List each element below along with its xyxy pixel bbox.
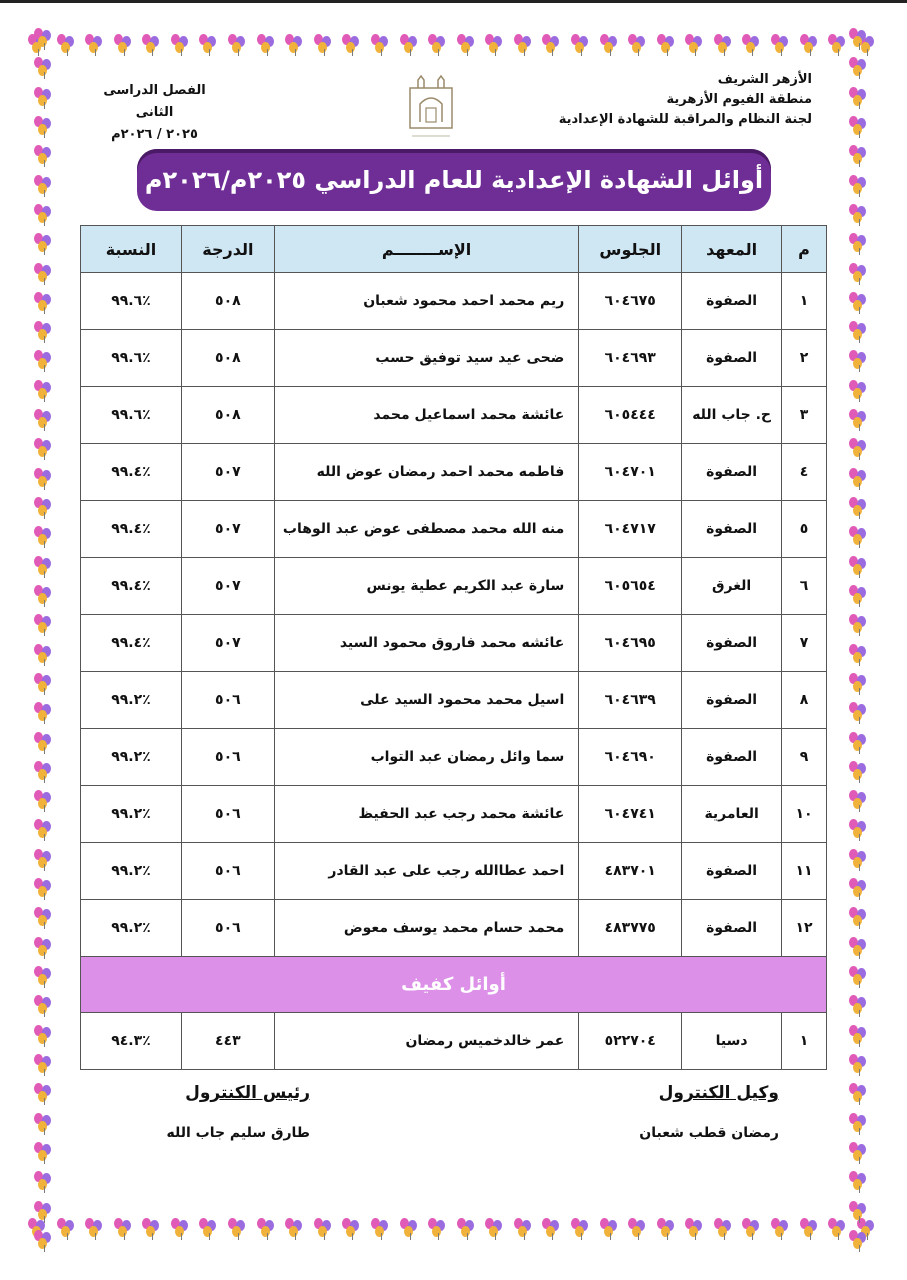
balloon-icon [849,673,871,695]
row-name: سارة عبد الكريم عطية يونس [274,558,578,615]
balloon-icon [34,526,56,548]
table-row [81,615,827,672]
balloon-icon [34,438,56,460]
row-name: اسيل محمد محمود السيد على [274,672,578,729]
row-institute: الصفوة [682,729,782,786]
row-score: ٥٠٧ [181,558,274,615]
row-percent: ٪٩٩.٢ [81,900,182,957]
row-seat: ٦٠٤٦٩٠ [579,729,682,786]
balloon-icon [849,175,871,197]
balloon-icon [457,1218,479,1240]
row-name: محمد حسام محمد يوسف معوض [274,900,578,957]
balloon-icon [34,263,56,285]
deputy-role: وكيل الكنترول [658,1083,779,1103]
row-seat: ٦٠٥٦٥٤ [579,558,682,615]
balloon-icon [34,175,56,197]
balloon-icon [485,34,507,56]
balloon-icon [600,34,622,56]
balloon-icon [849,907,871,929]
row-number: ١٠ [782,786,827,843]
balloon-icon [171,1218,193,1240]
row-percent: ٪٩٩.٦ [81,387,182,444]
col-header-name: الإســــــــم [274,226,578,273]
table-row [81,273,827,330]
row-score: ٥٠٨ [181,387,274,444]
balloon-icon [849,1201,871,1223]
row-number: ٣ [782,387,827,444]
row-score: ٤٤٣ [181,1013,274,1070]
balloon-icon [257,1218,279,1240]
academic-year: ٢٠٢٥ / ٢٠٢٦م [111,127,198,142]
row-institute: الصفوة [682,501,782,558]
balloon-icon [849,438,871,460]
balloon-icon [34,614,56,636]
balloon-icon [542,34,564,56]
balloon-icon [628,1218,650,1240]
balloon-icon [428,34,450,56]
authority-line: لجنة النظام والمراقبة للشهادة الإعدادية [558,112,812,127]
balloon-icon [371,34,393,56]
balloon-icon [257,34,279,56]
row-percent: ٪٩٩.٢ [81,672,182,729]
balloon-icon [34,907,56,929]
row-name: عمر خالدخميس رمضان [274,1013,578,1070]
balloon-icon [142,34,164,56]
balloon-icon [849,87,871,109]
blind-section-row [81,957,827,1013]
balloon-icon [85,1218,107,1240]
col-header-number: م [782,226,827,273]
balloon-border-top [28,30,879,60]
balloon-icon [849,878,871,900]
deputy-signature [639,1083,779,1141]
row-number: ٢ [782,330,827,387]
balloon-icon [600,1218,622,1240]
head-signature [167,1083,311,1141]
page-title: أوائل الشهادة الإعدادية للعام الدراسي ٢٠٢٥م/٢٠٢٦م [144,166,764,194]
balloon-icon [34,350,56,372]
authority-line: منطقة الفيوم الأزهرية [666,92,812,107]
balloon-icon [849,966,871,988]
balloon-icon [34,1025,56,1047]
row-name: ريم محمد احمد محمود شعبان [274,273,578,330]
row-seat: ٦٠٤٧١٧ [579,501,682,558]
balloon-icon [849,204,871,226]
row-name: احمد عطاالله رجب على عبد القادر [274,843,578,900]
balloon-icon [285,34,307,56]
balloon-icon [400,1218,422,1240]
balloon-icon [34,380,56,402]
row-name: فاطمه محمد احمد رمضان عوض الله [274,444,578,501]
balloon-icon [142,1218,164,1240]
balloon-icon [849,57,871,79]
table-row [81,786,827,843]
balloon-icon [114,34,136,56]
table-row [81,330,827,387]
table-row [81,501,827,558]
balloon-icon [34,556,56,578]
balloon-icon [34,468,56,490]
row-institute: الصفوة [682,615,782,672]
balloon-icon [849,819,871,841]
balloon-icon [400,34,422,56]
table-row [81,444,827,501]
balloon-icon [34,849,56,871]
balloon-icon [849,233,871,255]
row-score: ٥٠٧ [181,444,274,501]
row-score: ٥٠٨ [181,330,274,387]
balloon-icon [628,34,650,56]
row-institute: الصفوة [682,900,782,957]
balloon-icon [514,34,536,56]
row-percent: ٪٩٩.٤ [81,444,182,501]
table-row [81,900,827,957]
balloon-icon [228,34,250,56]
balloon-icon [849,145,871,167]
table-header-row [81,226,827,273]
row-number: ١ [782,1013,827,1070]
balloon-icon [34,790,56,812]
balloon-icon [34,1054,56,1076]
balloon-icon [571,1218,593,1240]
balloon-icon [34,204,56,226]
balloon-icon [849,644,871,666]
row-institute: الصفوة [682,444,782,501]
balloon-icon [34,966,56,988]
balloon-border-left [30,28,60,1252]
row-percent: ٪٩٩.٤ [81,558,182,615]
row-seat: ٦٠٤٦٧٥ [579,273,682,330]
row-number: ٦ [782,558,827,615]
row-score: ٥٠٨ [181,273,274,330]
balloon-icon [849,526,871,548]
balloon-icon [314,34,336,56]
balloon-icon [34,116,56,138]
balloon-icon [34,1083,56,1105]
balloon-icon [657,34,679,56]
balloon-icon [34,673,56,695]
azhar-logo-icon [404,74,458,142]
table-row [81,843,827,900]
balloon-icon [34,995,56,1017]
row-institute: العامرية [682,786,782,843]
deputy-name: رمضان قطب شعبان [639,1125,779,1141]
balloon-icon [34,233,56,255]
row-seat: ٤٨٣٧٠١ [579,843,682,900]
row-number: ١١ [782,843,827,900]
row-seat: ٦٠٤٦٩٣ [579,330,682,387]
balloon-icon [542,1218,564,1240]
row-institute: الصفوة [682,672,782,729]
row-seat: ٤٨٣٧٧٥ [579,900,682,957]
row-institute: الصفوة [682,273,782,330]
row-seat: ٦٠٤٦٩٥ [579,615,682,672]
col-header-percent: النسبة [81,226,182,273]
balloon-icon [849,263,871,285]
balloon-icon [849,995,871,1017]
semester-label: الفصل الدراسى الثانى [103,83,206,120]
table-row [81,558,827,615]
row-percent: ٪٩٩.٢ [81,786,182,843]
page-title-banner [137,149,771,211]
row-percent: ٪٩٩.٦ [81,330,182,387]
row-name: عائشة محمد اسماعيل محمد [274,387,578,444]
row-percent: ٪٩٩.٤ [81,501,182,558]
balloon-icon [314,1218,336,1240]
balloon-icon [771,34,793,56]
balloon-icon [34,57,56,79]
row-score: ٥٠٦ [181,900,274,957]
row-seat: ٦٠٥٤٤٤ [579,387,682,444]
balloon-icon [514,1218,536,1240]
balloon-icon [34,409,56,431]
row-score: ٥٠٦ [181,729,274,786]
balloon-icon [849,937,871,959]
col-header-score: الدرجة [181,226,274,273]
balloon-icon [428,1218,450,1240]
semester-header [92,80,217,146]
row-seat: ٦٠٤٦٣٩ [579,672,682,729]
balloon-icon [34,732,56,754]
balloon-icon [849,614,871,636]
balloon-icon [849,732,871,754]
balloon-icon [34,878,56,900]
row-number: ٧ [782,615,827,672]
balloon-icon [849,409,871,431]
balloon-icon [285,1218,307,1240]
row-number: ٤ [782,444,827,501]
balloon-icon [849,28,871,50]
row-institute: ح. جاب الله [682,387,782,444]
balloon-icon [34,1142,56,1164]
row-seat: ٦٠٤٧٠١ [579,444,682,501]
row-name: عائشه محمد فاروق محمود السيد [274,615,578,672]
row-number: ٨ [782,672,827,729]
balloon-icon [849,1113,871,1135]
balloon-icon [34,585,56,607]
balloon-icon [34,292,56,314]
balloon-icon [171,34,193,56]
balloon-icon [85,34,107,56]
row-percent: ٪٩٩.٢ [81,729,182,786]
balloon-icon [34,1171,56,1193]
balloon-icon [485,1218,507,1240]
balloon-icon [685,34,707,56]
balloon-icon [849,790,871,812]
row-percent: ٪٩٤.٣ [81,1013,182,1070]
balloon-icon [371,1218,393,1240]
balloon-icon [800,1218,822,1240]
balloon-icon [457,34,479,56]
balloon-icon [849,1230,871,1252]
row-percent: ٪٩٩.٦ [81,273,182,330]
balloon-icon [657,1218,679,1240]
row-number: ١٢ [782,900,827,957]
row-score: ٥٠٧ [181,615,274,672]
balloon-icon [34,1230,56,1252]
balloon-icon [849,1054,871,1076]
balloon-icon [34,321,56,343]
balloon-icon [849,116,871,138]
balloon-icon [199,1218,221,1240]
balloon-icon [849,761,871,783]
balloon-icon [34,761,56,783]
balloon-icon [849,1142,871,1164]
authority-header [559,70,812,130]
row-name: عائشة محمد رجب عبد الحفيظ [274,786,578,843]
row-institute: الغرق [682,558,782,615]
balloon-icon [34,702,56,724]
balloon-icon [849,1025,871,1047]
balloon-icon [34,644,56,666]
balloon-icon [34,1201,56,1223]
balloon-icon [342,34,364,56]
balloon-icon [199,34,221,56]
row-seat: ٥٢٢٧٠٤ [579,1013,682,1070]
row-score: ٥٠٦ [181,786,274,843]
row-name: منه الله محمد مصطفى عوض عبد الوهاب [274,501,578,558]
table-row [81,672,827,729]
balloon-icon [34,819,56,841]
authority-line: الأزهر الشريف [717,72,812,87]
balloon-border-bottom [28,1214,879,1244]
balloon-icon [685,1218,707,1240]
balloon-icon [849,702,871,724]
balloon-icon [34,145,56,167]
balloon-icon [849,468,871,490]
head-role: رئيس الكنترول [185,1083,310,1103]
balloon-border-right [845,28,875,1252]
balloon-icon [34,497,56,519]
balloon-icon [742,1218,764,1240]
balloon-icon [34,28,56,50]
balloon-icon [849,350,871,372]
table-row [81,387,827,444]
row-institute: دسيا [682,1013,782,1070]
balloon-icon [34,1113,56,1135]
balloon-icon [800,34,822,56]
row-number: ١ [782,273,827,330]
balloon-icon [849,1083,871,1105]
balloon-icon [771,1218,793,1240]
row-institute: الصفوة [682,330,782,387]
table-row [81,729,827,786]
row-name: ضحى عيد سيد توفيق حسب [274,330,578,387]
balloon-icon [342,1218,364,1240]
balloon-icon [849,849,871,871]
row-score: ٥٠٧ [181,501,274,558]
balloon-icon [849,556,871,578]
balloon-icon [571,34,593,56]
balloon-icon [114,1218,136,1240]
row-percent: ٪٩٩.٢ [81,843,182,900]
balloon-icon [849,292,871,314]
row-score: ٥٠٦ [181,672,274,729]
col-header-institute: المعهد [682,226,782,273]
blind-section-title: أوائل كفيف [81,957,827,1013]
results-table [80,225,827,1070]
col-header-seat: الجلوس [579,226,682,273]
balloon-icon [34,937,56,959]
top-rule [0,0,907,3]
head-name: طارق سليم جاب الله [166,1125,310,1141]
row-score: ٥٠٦ [181,843,274,900]
balloon-icon [849,1171,871,1193]
row-percent: ٪٩٩.٤ [81,615,182,672]
balloon-icon [714,34,736,56]
balloon-icon [849,585,871,607]
table-row [81,1013,827,1070]
row-number: ٥ [782,501,827,558]
balloon-icon [714,1218,736,1240]
balloon-icon [742,34,764,56]
balloon-icon [228,1218,250,1240]
row-number: ٩ [782,729,827,786]
balloon-icon [849,497,871,519]
balloon-icon [34,87,56,109]
balloon-icon [849,380,871,402]
row-seat: ٦٠٤٧٤١ [579,786,682,843]
row-name: سما وائل رمضان عبد التواب [274,729,578,786]
balloon-icon [849,321,871,343]
row-institute: الصفوة [682,843,782,900]
